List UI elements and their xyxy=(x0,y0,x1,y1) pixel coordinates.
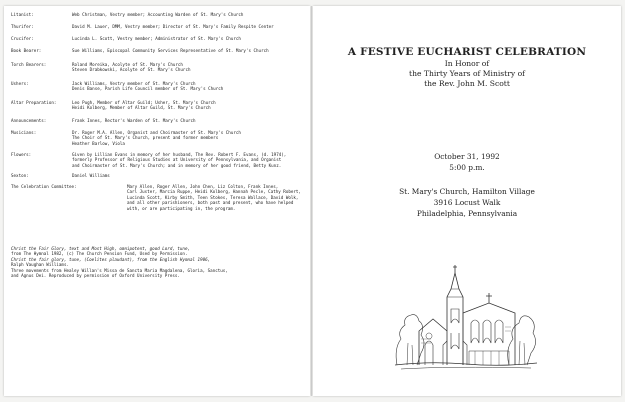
role-label: Announcements: xyxy=(11,118,47,123)
credit-line: Christ the Fair Glory, text and Most High, omnipotent, good Lord, tune, xyxy=(11,246,190,251)
program-title: A FESTIVE EUCHARIST CELEBRATION xyxy=(347,46,587,58)
right-page xyxy=(313,6,621,396)
detail-line: Denis Banse, Parish Life Council member of St. Mary's Church xyxy=(72,86,224,92)
role-details xyxy=(127,184,301,211)
role-details xyxy=(72,24,274,29)
detail-line: with, or are participating in, the program. xyxy=(127,205,236,211)
role-details xyxy=(72,81,223,92)
credit-line: Christ the fair glory, tune, (Coelites plaudant), from the English Hymnal 1906, xyxy=(11,256,211,262)
detail-line: Given by Lillian Evans in memory of her husband, The Rev. Robert F. Evans, (d. 1974), xyxy=(72,152,287,157)
role-label: Litanist: xyxy=(11,12,34,17)
detail-line: Sue Williams, Episcopal Community Services Representative of St. Mary's Church xyxy=(72,48,269,53)
detail-line: Web Christman, Vestry member; Accounting Warden of St. Mary's Church xyxy=(72,12,244,17)
venue-line: 3916 Locust Walk xyxy=(433,198,501,207)
detail-line: Leo Pugh, Member of Altar Guild; Usher, St. Mary's Church xyxy=(72,100,216,105)
detail-line: Roland Moreika, Acolyte of St. Mary's Church xyxy=(72,62,183,67)
role-details xyxy=(72,173,110,178)
music-credits xyxy=(11,246,228,278)
role-label: Sexton: xyxy=(11,173,29,178)
detail-line: David M. Lauer, DMM, Vestry member; Director of St. Mary's Family Respite Center xyxy=(72,24,274,29)
role-details xyxy=(72,12,243,17)
detail-line: Daniel Williams xyxy=(72,173,110,178)
role-label: The Celebration Committee: xyxy=(11,184,77,189)
credit-line: from The Hymnal 1982, (c) The Church Pension Fund, Used by Permission. xyxy=(11,251,188,257)
credit-line: Ralph Vaughan Williams. xyxy=(11,262,69,268)
role-details xyxy=(72,36,241,41)
role-details xyxy=(72,62,191,73)
role-label: Musicians: xyxy=(11,130,37,135)
role-label: Torch Bearers: xyxy=(11,62,47,67)
page-fold xyxy=(311,6,312,396)
detail-line: Heather Barlow, Viola xyxy=(72,140,125,146)
detail-line: Lucinda Scott, Kirby Smith, Teen Stokes, Teresa Wallace, David Wolk, xyxy=(127,194,299,200)
detail-line: The Choir of St. Mary's Church, present and former members xyxy=(72,135,219,141)
role-details xyxy=(72,118,196,123)
detail-line: Jack Williams, Vestry member of St. Mary's Church xyxy=(72,81,196,86)
detail-line: Heidi Kolberg, Member of Altar Guild, St. Mary's Church xyxy=(72,105,211,111)
role-details xyxy=(72,152,286,168)
detail-line: Carl Juster, Marcia Ruppe, Heidi Kolberg, Hannah Pecle, Cathy Robert, xyxy=(127,189,301,195)
role-label: Ushers: xyxy=(11,81,29,86)
detail-line: and Choirmaster of St. Mary's Church; and in memory of her good friend, Betty Kunz. xyxy=(72,162,282,168)
detail-line: Steven Drabkowski, Acolyte of St. Mary's Church xyxy=(72,67,191,73)
left-page xyxy=(4,6,310,396)
role-label: Altar Preparation: xyxy=(11,100,57,105)
credit-line: Three movements from Healey Willan's Missa de Sancta Maria Magdalena, Gloria, Sanctus, xyxy=(11,267,228,273)
event-time: 5:00 p.m. xyxy=(449,163,485,172)
detail-line: Frank Innes, Rector's Warden of St. Mary's Church xyxy=(72,118,196,123)
detail-line: and all other parishioners, both past and present, who have helped xyxy=(127,200,294,206)
role-details xyxy=(72,48,269,53)
role-details xyxy=(72,100,216,111)
role-label: Crucifer: xyxy=(11,36,34,41)
subtitle-line: the Thirty Years of Ministry of xyxy=(409,69,525,78)
credit-line: and Agnus Dei. Reproduced by permission of Oxford University Press. xyxy=(11,273,180,279)
detail-line: Lucinda L. Scott, Vestry member; Administrator of St. Mary's Church xyxy=(72,36,241,41)
church-illustration xyxy=(391,253,541,371)
detail-line: Mary Allen, Roger Allen, John Chen, Liz Colton, Frank Innes, xyxy=(127,184,279,189)
venue-line: St. Mary's Church, Hamilton Village xyxy=(399,187,535,196)
detail-line: Dr. Roger M.A. Allen, Organist and Choirmaster of St. Mary's Church xyxy=(72,130,241,135)
subtitle-line: the Rev. John M. Scott xyxy=(424,79,510,88)
role-label: Flowers: xyxy=(11,152,32,157)
subtitle-line: In Honor of xyxy=(444,59,490,68)
event-date: October 31, 1992 xyxy=(434,152,500,161)
venue-line: Philadelphia, Pennsylvania xyxy=(416,209,518,218)
role-label: Thurifer: xyxy=(11,24,34,29)
detail-line: formerly Professor of Religious Studies at University of Pennsylvania, and Organist xyxy=(72,157,282,163)
role-details xyxy=(72,130,241,146)
role-label: Book Bearer: xyxy=(11,48,42,53)
